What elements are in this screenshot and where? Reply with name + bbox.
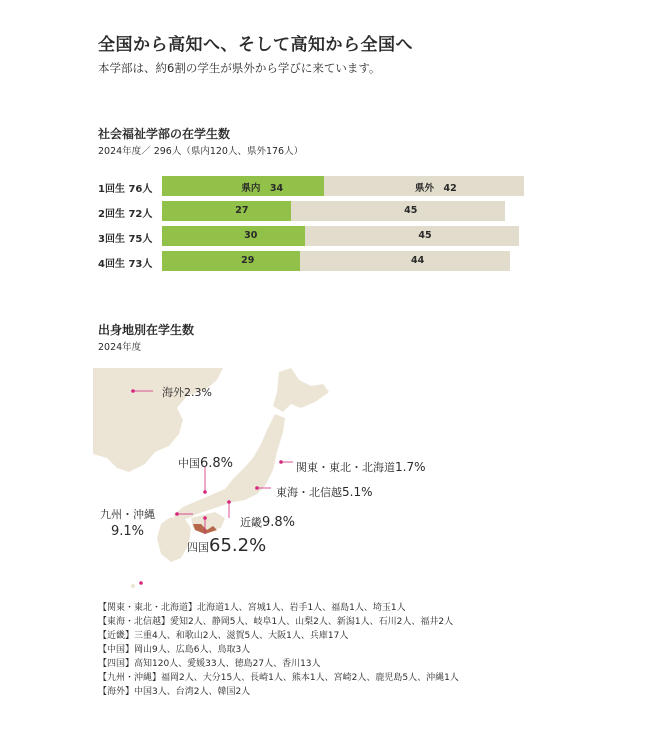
bar-chart-title: 社会福祉学部の在学生数 [98,127,231,141]
dot-shikoku [203,516,207,520]
legend-line: 【近畿】三重4人、和歌山2人、滋賀5人、大阪1人、兵庫17人 [98,631,349,641]
legend-line: 【中国】岡山9人、広島6人、鳥取3人 [98,645,251,655]
legend-line: 【九州・沖縄】福岡2人、大分15人、長崎1人、熊本1人、宮崎2人、鹿児島5人、沖縄1人 [98,673,459,683]
bar-in-prefecture [162,201,291,221]
kyushu [157,516,191,562]
dot-chugoku [203,490,207,494]
dot-kyushu [175,512,179,516]
dot-okinawa [139,581,143,585]
region-label-kanto: 関東・東北・北海道1.7% [296,460,426,474]
bar-in-prefecture [162,251,300,271]
bar-row-label: 1回生 76人 [98,184,153,195]
bar-value-label-out: 45 [404,205,418,216]
region-label-chugoku: 中国6.8% [178,456,234,471]
bar-out-of-prefecture [305,226,519,246]
bar-chart-subtitle: 2024年度／ 296人（県内120人、県外176人） [98,146,304,157]
bar-value-label-in: 29 [241,255,255,266]
headline: 全国から高知へ、そして高知から全国へ [98,35,413,55]
region-label-overseas: 海外2.3% [162,386,212,399]
map-title: 出身地別在学生数 [98,323,195,337]
map-year: 2024年度 [98,342,142,353]
legend-line: 【関東・東北・北海道】北海道1人、宮城1人、岩手1人、福島1人、埼玉1人 [98,603,406,613]
region-label-kinki: 近畿9.8% [240,515,296,530]
hokkaido [273,368,329,412]
bar-row-label: 4回生 73人 [98,259,153,270]
bar-row-label: 2回生 72人 [98,209,153,220]
bar-in-prefecture [162,226,305,246]
bar-value-label-in: 30 [244,230,258,241]
bar-out-of-prefecture [291,201,505,221]
dot-kinki [227,500,231,504]
region-label-shikoku: 四国65.2% [187,535,267,556]
legend-line: 【東海・北信越】愛知2人、静岡5人、岐阜1人、山梨2人、新潟1人、石川2人、福井2人 [98,617,454,627]
bar-value-label-out: 県外 42 [414,183,457,194]
dot-tokai [255,486,259,490]
dot-kanto [279,460,283,464]
bar-value-label-in: 27 [235,205,249,216]
region-label-tokai: 東海・北信越5.1% [276,485,373,499]
bar-value-label-out: 44 [410,255,425,266]
bar-out-of-prefecture [300,251,510,271]
okinawa [131,584,135,588]
bar-row-label: 3回生 75人 [98,234,153,245]
bar-value-label-out: 45 [418,230,432,241]
subheadline: 本学部は、約6割の学生が県外から学びに来ています。 [98,61,381,75]
legend-line: 【四国】高知120人、愛媛33人、徳島27人、香川13人 [98,659,321,669]
bar-value-label-in: 県内 34 [241,183,284,194]
region-label-kyushu: 九州・沖縄 9.1% [100,508,155,539]
legend-line: 【海外】中国3人、台湾2人、韓国2人 [98,687,251,697]
dot-overseas [131,389,135,393]
